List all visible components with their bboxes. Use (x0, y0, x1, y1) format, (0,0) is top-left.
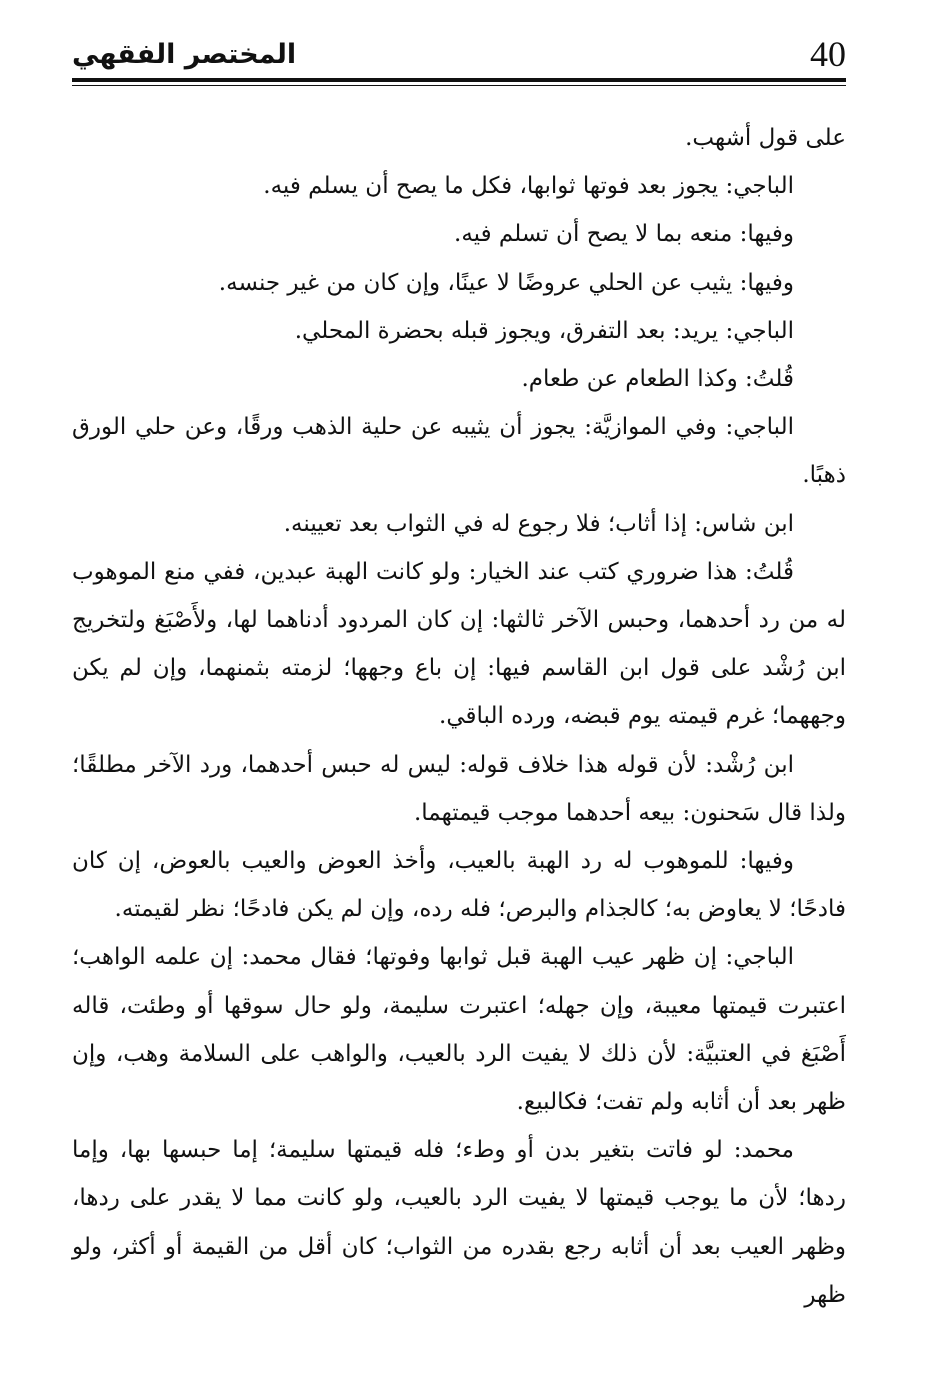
running-title: المختصر الفقهي (72, 39, 297, 70)
paragraph: الباجي: يجوز بعد فوتها ثوابها، فكل ما يصح أن يسلم فيه. (263, 173, 794, 200)
header-rule-thick (72, 78, 846, 82)
paragraph: الباجي: يريد: بعد التفرق، ويجوز قبله بحضرة المحلي. (294, 317, 794, 344)
paragraph: ابن شاس: إذا أثاب؛ فلا رجوع له في الثواب بعد تعيينه. (283, 510, 794, 537)
paragraph: وفيها: للموهوب له رد الهبة بالعيب، وأخذ العوض والعيب بالعوض، إن كان فادحًا؛ لا يعاوض به؛ كالجذام والبرص؛ فله رده، وإن لم يكن فادحًا؛ نظر لقيمته. (72, 848, 846, 923)
paragraph: وفيها: منعه بما لا يصح أن تسلم فيه. (454, 221, 794, 248)
paragraph: محمد: لو فاتت بتغير بدن أو وطء؛ فله قيمتها سليمة؛ إما حبسها بها، وإما ردها؛ لأن ما يوجب قيمتها لا يفيت الرد بالعيب، ولو كانت مما لا يقدر على ردها، وظهر العيب بعد أن أثابه رجع بقدره من الثواب؛ كان أقل من القيمة أو أكثر، ولو ظهر (72, 1137, 846, 1308)
paragraph: وفيها: يثيب عن الحلي عروضًا لا عينًا، وإن كان من غير جنسه. (218, 269, 794, 296)
paragraph: الباجي: إن ظهر عيب الهبة قبل ثوابها وفوتها؛ فقال محمد: إن علمه الواهب؛ اعتبرت قيمتها معيبة، وإن جهله؛ اعتبرت سليمة، ولو حال سوقها أو وطئت، قاله أَصْبَغ في العتبيَّة: لأن ذلك لا يفيت الرد بالعيب، والواهب على السلامة وهب، وإن ظهر بعد أن أثابه ولم تفت؛ فكالبيع. (72, 944, 846, 1116)
paragraph: على قول أشهب. (685, 125, 846, 151)
paragraph: قُلتُ: وكذا الطعام عن طعام. (521, 366, 794, 393)
paragraph: قُلتُ: هذا ضروري كتب عند الخيار: ولو كانت الهبة عبدين، ففي منع الموهوب له من رد أحدهما، وحبس الآخر ثالثها: إن كان المردود أدناهما لها، ولأَصْبَغ ولتخريج ابن رُشْد على قول ابن القاسم فيها: إن باع وجهها؛ لزمته بثمنهما، وإن لم يكن وجههما؛ غرم قيمته يوم قبضه، ورده الباقي. (72, 558, 846, 730)
page-body (72, 114, 846, 1319)
header-rule-thin (72, 85, 846, 86)
page-header (72, 28, 846, 76)
paragraph: الباجي: وفي الموازيَّة: يجوز أن يثيبه عن حلية الذهب ورقًا، وعن حلي الورق ذهبًا. (72, 414, 846, 489)
paragraph: ابن رُشْد: لأن قوله هذا خلاف قوله: ليس له حبس أحدهما، ورد الآخر مطلقًا؛ ولذا قال سَحنون: بيعه أحدهما موجب قيمتهما. (72, 751, 846, 826)
page-number: 40 (810, 34, 846, 74)
